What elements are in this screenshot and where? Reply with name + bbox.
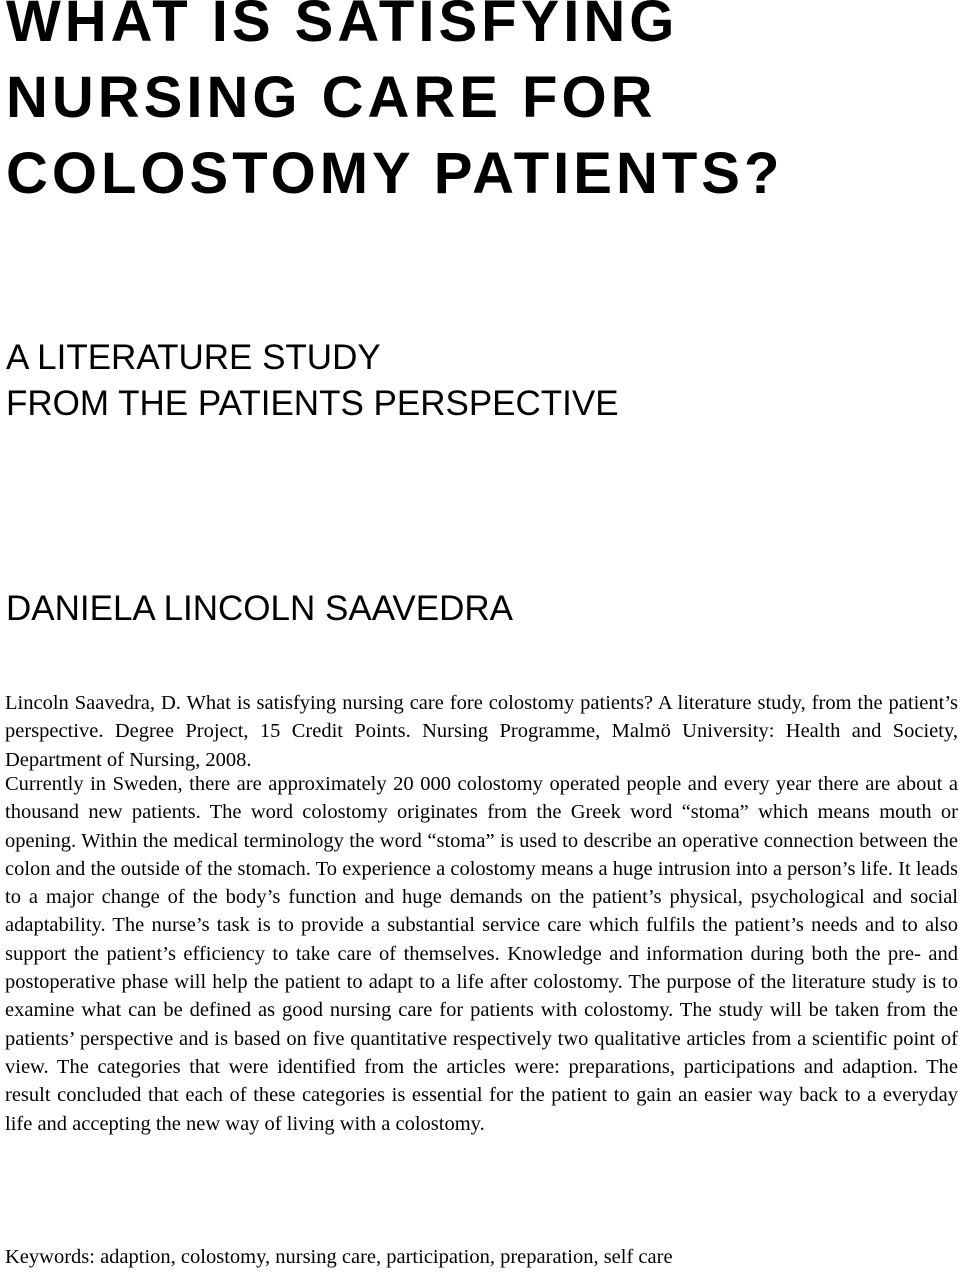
title-line: NURSING CARE FOR: [6, 65, 657, 130]
keywords-line: Keywords: adaption, colostomy, nursing care, participation, preparation, self care: [5, 1246, 673, 1268]
subtitle-line: FROM THE PATIENTS PERSPECTIVE: [6, 384, 619, 423]
title-line: COLOSTOMY PATIENTS?: [6, 141, 784, 206]
document-subtitle: [6, 335, 619, 427]
abstract-paragraph: Currently in Sweden, there are approximately 20 000 colostomy operated people and every year there are about a thousand new patients. The word colostomy originates from the Greek word “stoma” which means mouth or opening. Within the medical terminology the word “stoma” is used to describe an operative connection between the colon and the outside of the stomach. To experience a colostomy means a huge intrusion into a person’s life. It leads to a major change of the body’s function and huge demands on the patient’s physical, psychological and social adaptability. The nurse’s task is to provide a substantial service care which fulfils the patient’s needs and to also support the patient’s efficiency to take care of themselves. Knowledge and information during both the pre- and postoperative phase will help the patient to adapt to a life after colostomy. The purpose of the literature study is to examine what can be defined as good nursing care for patients with colostomy. The study will be taken from the patients’ perspective and is based on five quantitative respectively two qualitative articles from a scientific point of view. The categories that were identified from the articles were: preparations, participations and adaption. The result concluded that each of these categories is essential for the patient to gain an easier way back to a everyday life and accepting the new way of living with a colostomy.: [5, 773, 958, 1135]
citation-paragraph: Lincoln Saavedra, D. What is satisfying nursing care fore colostomy patients? A literature study, from the patient’s perspective. Degree Project, 15 Credit Points. Nursing Programme, Malmö University: Health and Society, Department of Nursing, 2008.: [5, 692, 958, 771]
title-line: WHAT IS SATISFYING: [6, 0, 679, 54]
author-name: DANIELA LINCOLN SAAVEDRA: [6, 589, 514, 628]
subtitle-line: A LITERATURE STUDY: [6, 338, 381, 377]
document-title: [6, 0, 783, 212]
